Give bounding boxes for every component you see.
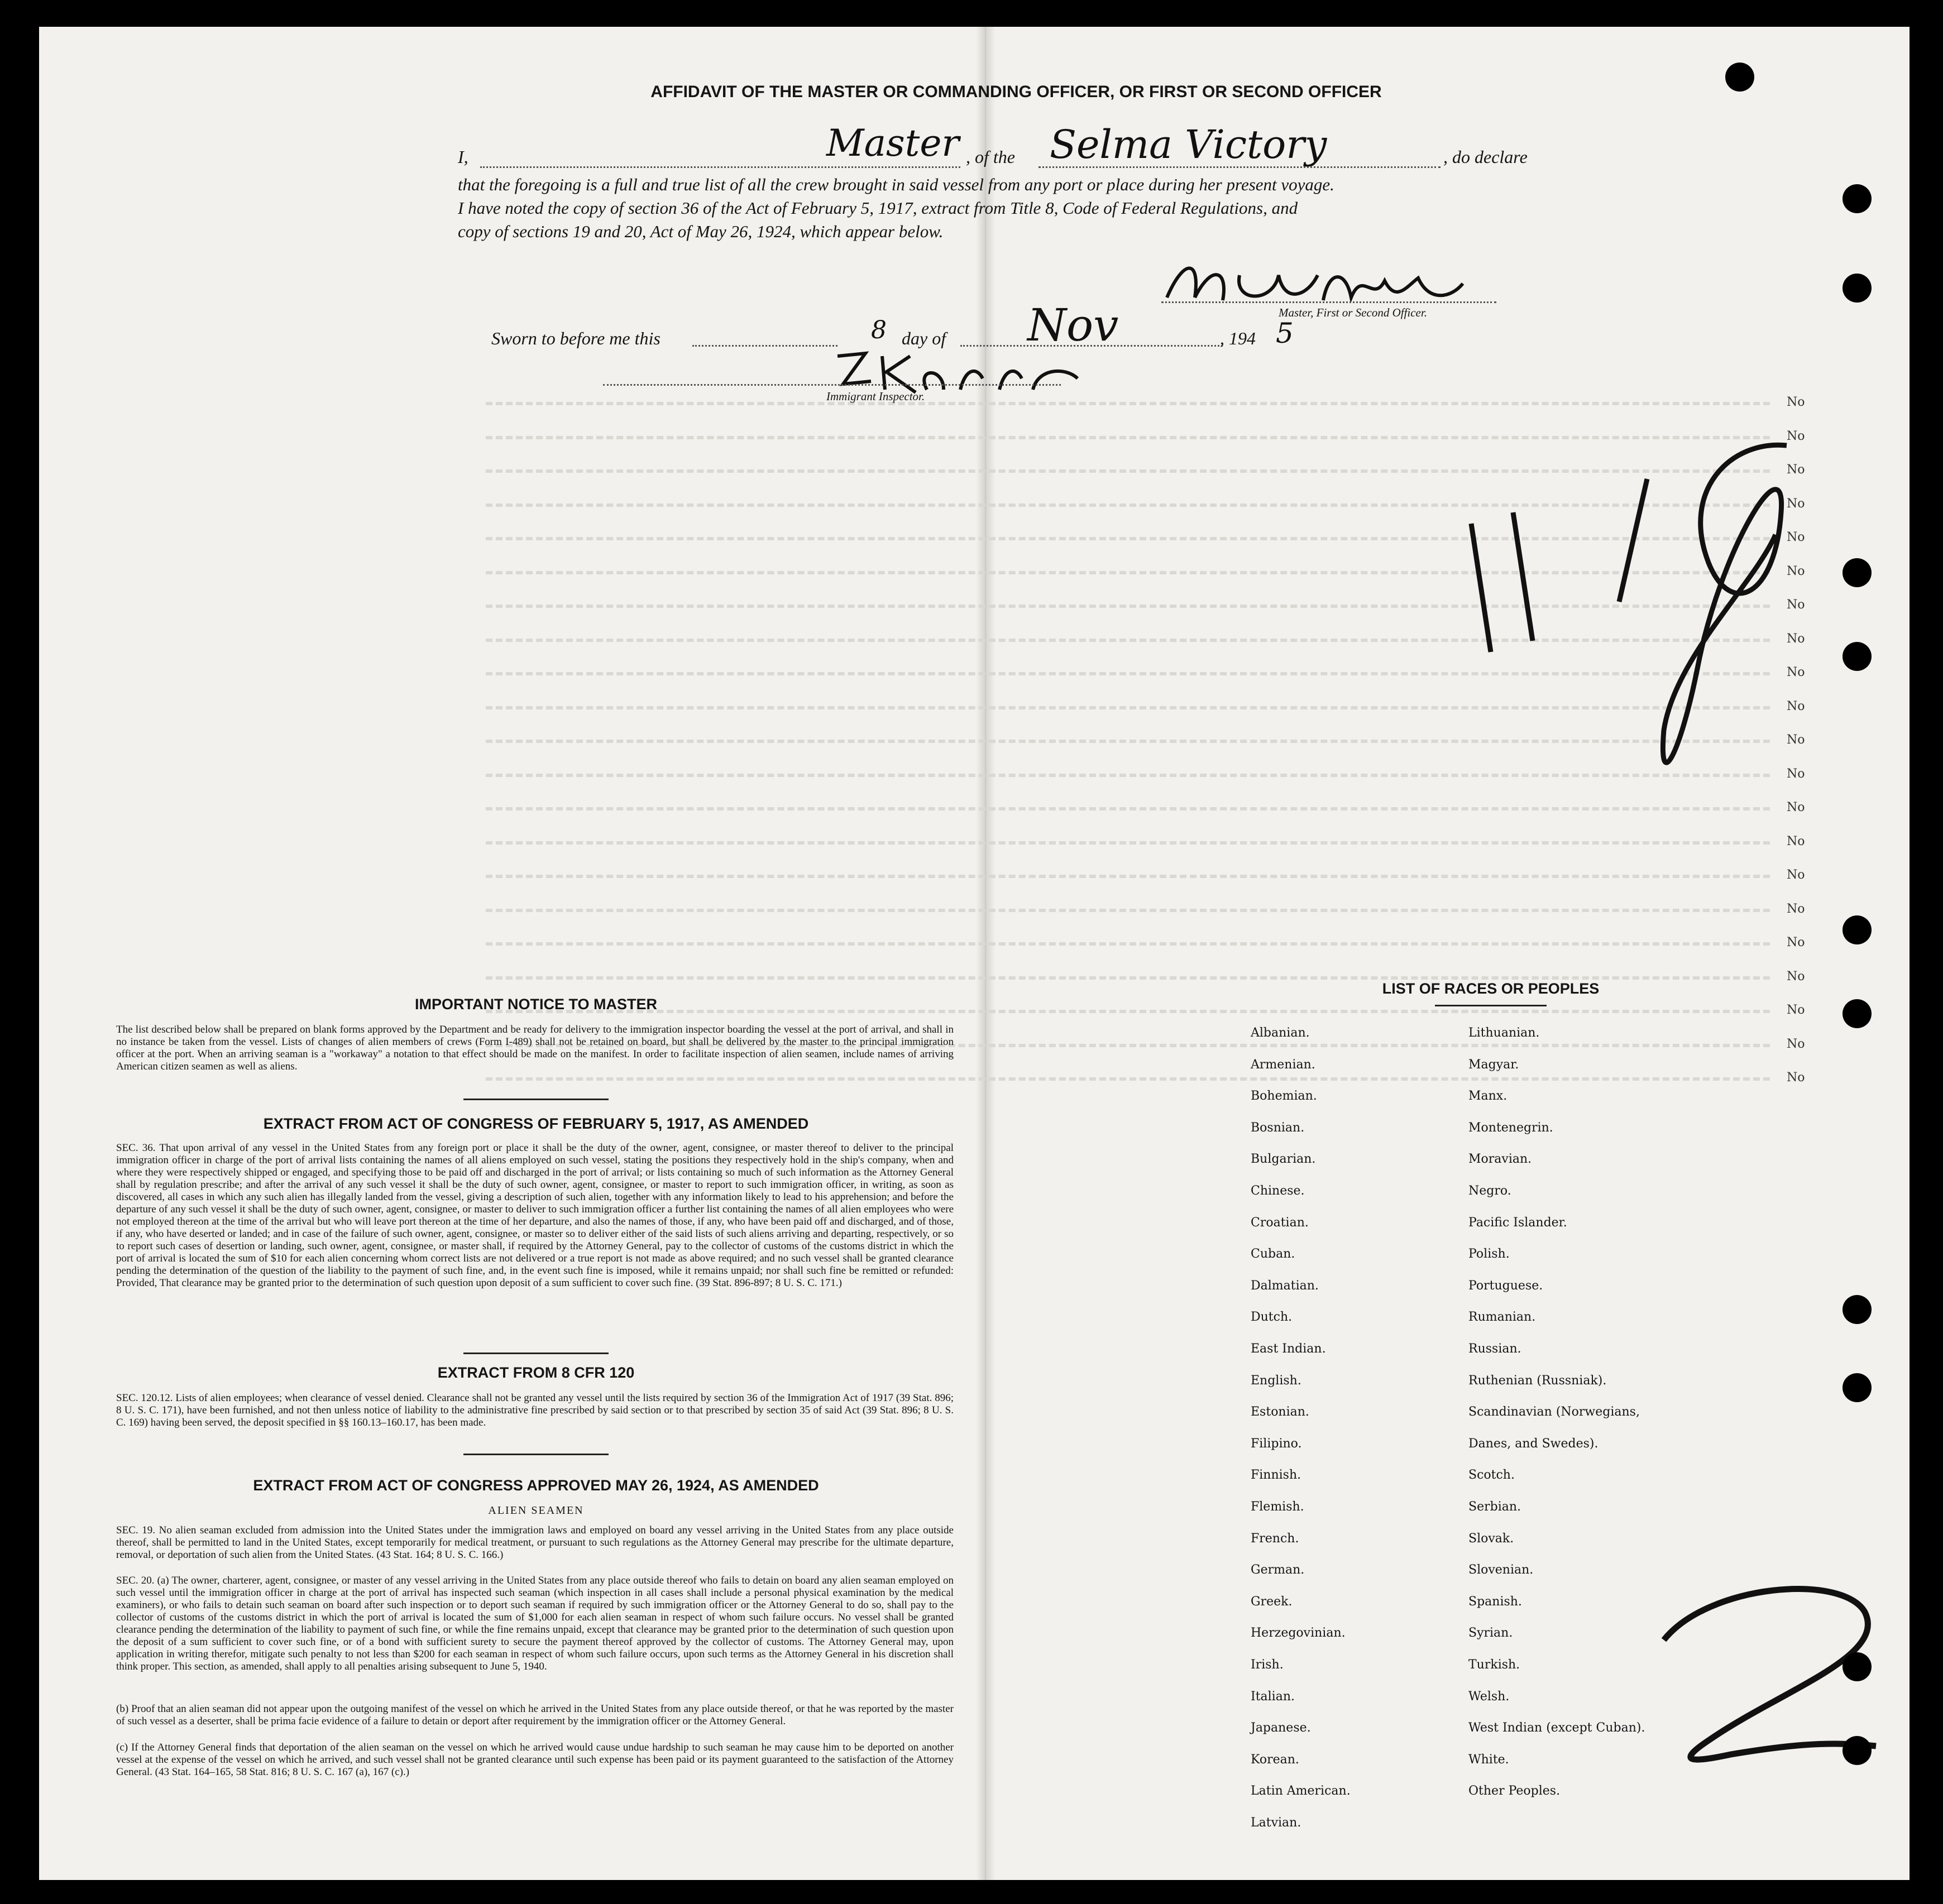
race-item: Armenian. xyxy=(1251,1057,1315,1072)
row-mark: No xyxy=(1787,598,1805,612)
race-item: Cuban. xyxy=(1251,1247,1295,1262)
bleed-through-row xyxy=(486,1077,1770,1081)
race-item: Scotch. xyxy=(1468,1468,1515,1483)
race-item: Spanish. xyxy=(1468,1594,1522,1609)
punch-hole xyxy=(1842,1652,1872,1681)
race-item: Estonian. xyxy=(1251,1405,1309,1419)
extract-1924-sec19: SEC. 19. No alien seaman excluded from admission into the United States under the immigration laws and employed on board any vessel arriving in the United States from any place outside thereof, shall be permitted to land in the United States, except temporarily for medical treatment, or pursuant to such regulations as the Attorney General may prescribe for the ultimate departure, removal, or deportation of such alien from the United States. (43 Stat. 164; 8 U. S. C. 166.) xyxy=(116,1524,954,1561)
row-mark: No xyxy=(1787,496,1805,511)
row-mark: No xyxy=(1787,564,1805,578)
race-item: Latvian. xyxy=(1251,1816,1301,1830)
handwritten-year: 5 xyxy=(1276,317,1294,349)
race-item: Italian. xyxy=(1251,1689,1295,1704)
race-item: Flemish. xyxy=(1251,1500,1304,1514)
day-line xyxy=(692,345,838,347)
race-item: Bulgarian. xyxy=(1251,1152,1316,1167)
handwritten-day: 8 xyxy=(871,316,887,344)
race-item: Ruthenian (Russniak). xyxy=(1468,1373,1607,1388)
races-title: LIST OF RACES OR PEOPLES xyxy=(1382,980,1600,997)
race-item: Dalmatian. xyxy=(1251,1278,1319,1293)
race-item: Rumanian. xyxy=(1468,1310,1536,1325)
race-item: East Indian. xyxy=(1251,1342,1326,1356)
handwritten-vessel: Selma Victory xyxy=(1050,122,1327,167)
inspector-signature-line xyxy=(603,384,1061,386)
race-item: Manx. xyxy=(1468,1089,1508,1104)
row-mark: No xyxy=(1787,969,1805,984)
extract-1917-text: SEC. 36. That upon arrival of any vessel in the United States from any foreign port or place it shall be the duty of the owner, agent, consignee, or master thereof to deliver to the principal immigration officer in charge of the port of arrival lists containing the names of all aliens employed on such vessel, stating the positions they respectively hold in the ship's company, when and where they were respectively shipped or engaged, and specifying those to be paid off and discharged in the port of arrival; or lists containing so much of such information as the Attorney General shall by regulation prescribe; and after the arrival of any such vessel it shall be the duty of such owner, agent, consignee, or master to report to such immigration officer, in writing, as soon as discovered, all cases in which any such alien has illegally landed from the vessel, giving a description of such alien, together with any information likely to lead to his apprehension; and before the departure of any such vessel it shall be the duty of such owner, agent, consignee, or master to deliver to such immigration officer a further list containing the names of all alien employees who were not employed thereon at the time of the arrival but who will leave port thereon at the time of her departure, and also the names of those, if any, who have been paid off and discharged, and of those, if any, who have deserted or landed; and in case of the failure of such owner, agent, consignee, or master so to deliver either of the said lists of such aliens arriving and departing, respectively, or so to report such cases of desertion or landing, such owner, agent, consignee, or master shall, if required by the Attorney General, pay to the collector of customs of the customs district in which the port of arrival is located the sum of $10 for each alien concerning whom correct lists are not delivered or a true report is not made as above required; and no such vessel shall be granted clearance pending the determination of the question of the liability to the payment of such fine, and, in the event such fine is imposed, while it remains unpaid; nor shall such fine be remitted or refunded: Provided, That clearance may be granted prior to the determination of such question upon deposit of a sum sufficient to cover such fine. (39 Stat. 896-897; 8 U. S. C. 171.) xyxy=(116,1142,954,1289)
row-mark: No xyxy=(1787,766,1805,781)
day-of-label: day of xyxy=(902,328,946,348)
row-mark: No xyxy=(1787,834,1805,848)
race-item: French. xyxy=(1251,1531,1299,1546)
punch-hole xyxy=(1842,1295,1872,1324)
race-item: Chinese. xyxy=(1251,1184,1305,1198)
bleed-through-row xyxy=(486,841,1770,845)
bleed-through-row xyxy=(486,875,1770,878)
race-item: Other Peoples. xyxy=(1468,1784,1561,1799)
extract-1924-title: EXTRACT FROM ACT OF CONGRESS APPROVED MAY 26, 1924, AS AMENDED xyxy=(253,1477,819,1494)
row-mark: No xyxy=(1787,631,1805,646)
notice-title: IMPORTANT NOTICE TO MASTER xyxy=(415,996,657,1013)
extract-1917-title: EXTRACT FROM ACT OF CONGRESS OF FEBRUARY 5, 1917, AS AMENDED xyxy=(263,1115,809,1132)
bleed-through-row xyxy=(486,976,1770,980)
row-mark: No xyxy=(1787,868,1805,882)
punch-hole xyxy=(1842,642,1872,671)
race-item: Finnish. xyxy=(1251,1468,1301,1483)
race-item: Montenegrin. xyxy=(1468,1120,1553,1135)
race-item: Latin American. xyxy=(1251,1784,1351,1799)
race-item: Portuguese. xyxy=(1468,1278,1543,1293)
race-item: Greek. xyxy=(1251,1594,1293,1609)
punch-hole xyxy=(1842,184,1872,213)
bleed-through-row xyxy=(486,402,1770,405)
statement-line-1: that the foregoing is a full and true list of all the crew brought in said vessel from any port or place during her present voyage. xyxy=(458,175,1334,194)
manifest-sheet xyxy=(39,27,1910,1880)
punch-hole xyxy=(1842,558,1872,587)
rank-line xyxy=(480,166,960,168)
page-fold xyxy=(976,27,995,1880)
inspector-caption: Immigrant Inspector. xyxy=(826,390,925,403)
punch-hole xyxy=(1842,999,1872,1028)
affidavit-title: AFFIDAVIT OF THE MASTER OR COMMANDING OFFICER, OR FIRST OR SECOND OFFICER xyxy=(650,83,1382,101)
race-item: Magyar. xyxy=(1468,1057,1519,1072)
extract-cfr-title: EXTRACT FROM 8 CFR 120 xyxy=(437,1364,635,1381)
i-label: I, xyxy=(458,147,468,167)
race-item: Pacific Islander. xyxy=(1468,1215,1567,1230)
bleed-through-row xyxy=(486,909,1770,912)
race-item: Croatian. xyxy=(1251,1215,1309,1230)
row-mark: No xyxy=(1787,463,1805,477)
extract-1924-sec20c: (c) If the Attorney General finds that deportation of the alien seaman on the vessel on which he arrived would cause undue hardship to such seaman he may cause him to be deported on another vessel at the expense of the vessel on which he arrived, and such vessel shall not be granted clearance until such expense has been paid or its payment guaranteed to the satisfaction of the Attorney General. (43 Stat. 164–165, 58 Stat. 816; 8 U. S. C. 167 (a), 167 (c).) xyxy=(116,1742,954,1778)
row-mark: No xyxy=(1787,699,1805,713)
race-item: Herzegovinian. xyxy=(1251,1626,1346,1641)
race-item: Korean. xyxy=(1251,1752,1299,1767)
row-mark: No xyxy=(1787,1071,1805,1085)
race-item: Welsh. xyxy=(1468,1689,1510,1704)
punch-hole xyxy=(1842,915,1872,944)
row-mark: No xyxy=(1787,429,1805,443)
race-item: Moravian. xyxy=(1468,1152,1532,1167)
race-item: Scandinavian (Norwegians, xyxy=(1468,1405,1640,1419)
officer-signature-caption: Master, First or Second Officer. xyxy=(1279,306,1427,319)
punch-hole xyxy=(1725,63,1754,92)
extract-1924-subtitle: ALIEN SEAMEN xyxy=(488,1504,584,1517)
row-mark: No xyxy=(1787,665,1805,679)
race-item: Slovenian. xyxy=(1468,1563,1534,1577)
race-item: Negro. xyxy=(1468,1184,1511,1198)
affidavit-statement xyxy=(458,173,1538,243)
punch-hole xyxy=(1842,1736,1872,1765)
year-prefix: , 194 xyxy=(1220,328,1256,348)
race-item: West Indian (except Cuban). xyxy=(1468,1721,1645,1735)
do-declare-label: , do declare xyxy=(1443,147,1528,167)
officer-signature-line xyxy=(1161,301,1496,303)
race-item: Serbian. xyxy=(1468,1500,1521,1514)
of-the-label: , of the xyxy=(966,147,1015,167)
race-item: Polish. xyxy=(1468,1247,1510,1262)
race-item: Irish. xyxy=(1251,1658,1284,1672)
divider-3 xyxy=(463,1454,609,1455)
row-mark: No xyxy=(1787,733,1805,747)
race-item: Russian. xyxy=(1468,1342,1521,1356)
punch-hole xyxy=(1842,1373,1872,1402)
races-divider xyxy=(1435,1005,1547,1006)
divider-2 xyxy=(463,1353,609,1354)
row-mark: No xyxy=(1787,1003,1805,1017)
race-item: Albanian. xyxy=(1251,1026,1310,1040)
race-item: White. xyxy=(1468,1752,1509,1767)
row-mark: No xyxy=(1787,901,1805,916)
bleed-through-row xyxy=(486,942,1770,946)
race-item: Lithuanian. xyxy=(1468,1026,1540,1040)
race-item: Turkish. xyxy=(1468,1658,1520,1672)
race-item: Bohemian. xyxy=(1251,1089,1317,1104)
row-mark: No xyxy=(1787,530,1805,544)
statement-line-2: I have noted the copy of section 36 of the Act of February 5, 1917, extract from Title 8, Code of Federal Regulations, and xyxy=(458,198,1298,218)
sworn-label: Sworn to before me this xyxy=(491,328,661,348)
officer-signature xyxy=(1161,253,1474,314)
row-mark: No xyxy=(1787,936,1805,949)
row-mark: No xyxy=(1787,800,1805,814)
extract-1924-sec20b: (b) Proof that an alien seaman did not appear upon the outgoing manifest of the vessel on which he arrived in the United States from any place outside thereof, or that he was reported by the master of such vessel as a deserter, shall be prima facie evidence of a failure to detain or deport after requirement by the immigration officer or the Attorney General. xyxy=(116,1703,954,1727)
extract-cfr-text: SEC. 120.12. Lists of alien employees; when clearance of vessel denied. Clearance shall not be granted any vessel until the lists required by section 36 of the Immigration Act of 1917 (39 Stat. 896; 8 U. S. C. 171), have been furnished, and not then unless notice of liability to the administrative fine prescribed by said section or to that prescribed by section 35 of said Act (39 Stat. 896; 8 U. S. C. 169) having been served, the deposit specified in §§ 160.13–160.17, has been made. xyxy=(116,1392,954,1428)
notice-text: The list described below shall be prepared on blank forms approved by the Department and be ready for delivery to the immigration inspector boarding the vessel at the port of arrival, and shall in no instance be taken from the vessel. Lists of changes of alien members of crews (Form I-489) shall not be retained on board, but shall be delivered by the master to the principal immigration officer at the port. When an arriving seaman is a "workaway" a notation to that effect should be made on the manifest. In order to facilitate inspection of alien seamen, include names of arriving American citizen seamen as well as aliens. xyxy=(116,1024,954,1072)
handwritten-rank: Master xyxy=(826,122,959,165)
handwritten-big-number xyxy=(1418,418,1854,819)
extract-1924-sec20a: SEC. 20. (a) The owner, charterer, agent, consignee, or master of any vessel arriving in the United States from any place outside thereof who fails to detain on board any alien seaman employed on such vessel until the immigration officer in charge at the port of arrival has inspected such seaman (which inspection in all cases shall include a personal physical examination by the medical examiners), or who fails to detain such seaman on board after such inspection or to deport such seaman if required by such immigration officer or the Attorney General to do so, shall pay to the collector of customs of the customs district in which the port of arrival is located the sum of $1,000 for each alien seaman in respect of whom such failure occurs. No vessel shall be granted clearance pending the determination of the liability to payment of such fine, or while the fine remains unpaid, except that clearance may be granted prior to the determination of such question upon the deposit of a sum sufficient to cover such fine, or of a bond with sufficient surety to secure the payment thereof approved by the collector of customs. The Attorney General may, upon application in writing therefor, mitigate such penalty to not less than $200 for each seaman in respect of whom such failure occurs, upon such terms as the Attorney General in his discretion shall think proper. This section, as amended, shall apply to all penalties arising subsequent to June 5, 1940. xyxy=(116,1575,954,1672)
race-item: Syrian. xyxy=(1468,1626,1513,1641)
race-item: English. xyxy=(1251,1373,1301,1388)
race-item: Slovak. xyxy=(1468,1531,1514,1546)
race-item: Dutch. xyxy=(1251,1310,1293,1325)
race-item: Japanese. xyxy=(1251,1721,1311,1735)
race-item: Filipino. xyxy=(1251,1436,1302,1451)
handwritten-month: Nov xyxy=(1027,299,1119,351)
race-item: German. xyxy=(1251,1563,1305,1577)
row-mark: No xyxy=(1787,395,1805,409)
race-item: Bosnian. xyxy=(1251,1120,1305,1135)
row-mark: No xyxy=(1787,1037,1805,1051)
punch-hole xyxy=(1842,274,1872,303)
divider-1 xyxy=(463,1099,609,1100)
race-item: Danes, and Swedes). xyxy=(1468,1436,1599,1451)
statement-line-3: copy of sections 19 and 20, Act of May 26, 1924, which appear below. xyxy=(458,222,944,241)
